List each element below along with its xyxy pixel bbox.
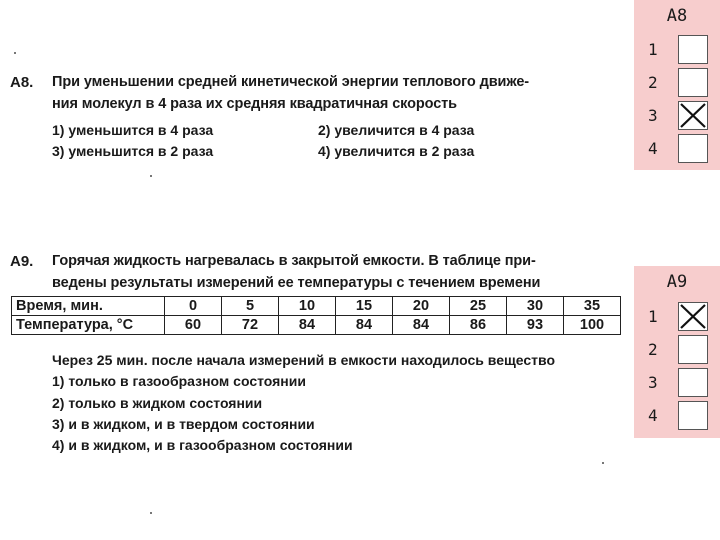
table-cell: 35 <box>564 297 621 316</box>
row-label-temperature: Температура, °С <box>12 316 165 335</box>
answer-checkbox[interactable] <box>678 35 708 64</box>
table-cell: 0 <box>165 297 222 316</box>
answer-checkbox[interactable] <box>678 101 708 130</box>
answer-option-row[interactable] <box>646 134 716 164</box>
a8-option-4: 4) увеличится в 2 раза <box>318 143 475 159</box>
answer-panel-title: A8 <box>666 6 688 26</box>
table-cell: 86 <box>450 316 507 335</box>
answer-option-number: 3 <box>648 373 658 392</box>
question-a9-text-line-1: Горячая жидкость нагревалась в закрытой емкости. В таблице при- <box>52 253 536 269</box>
answer-checkbox[interactable] <box>678 335 708 364</box>
question-a8-number: A8. <box>10 74 34 91</box>
question-a9-number: A9. <box>10 253 34 270</box>
table-cell: 20 <box>393 297 450 316</box>
scan-speck <box>602 462 604 464</box>
table-cell: 100 <box>564 316 621 335</box>
answer-option-row[interactable] <box>646 35 716 65</box>
table-cell: 72 <box>222 316 279 335</box>
answer-option-row[interactable] <box>646 68 716 98</box>
a8-option-3: 3) уменьшится в 2 раза <box>52 143 214 159</box>
answer-option-row[interactable] <box>646 368 716 398</box>
answer-option-row[interactable] <box>646 101 716 131</box>
table-cell: 60 <box>165 316 222 335</box>
table-cell: 93 <box>507 316 564 335</box>
a9-option-4: 4) и в жидком, и в газообразном состоянии <box>52 437 353 453</box>
answer-option-row[interactable] <box>646 335 716 365</box>
answer-panel-title: A9 <box>666 272 688 292</box>
table-row-temperature <box>12 316 621 335</box>
answer-checkbox[interactable] <box>678 134 708 163</box>
a9-option-2: 2) только в жидком состоянии <box>52 395 263 411</box>
row-label-time: Время, мин. <box>12 297 165 316</box>
answer-checkbox[interactable] <box>678 368 708 397</box>
a8-option-1: 1) уменьшится в 4 раза <box>52 122 214 138</box>
table-cell: 84 <box>279 316 336 335</box>
table-cell: 30 <box>507 297 564 316</box>
answer-panel-a8 <box>634 0 720 170</box>
table-cell: 5 <box>222 297 279 316</box>
scan-speck <box>14 52 16 54</box>
answer-option-row[interactable] <box>646 302 716 332</box>
a9-question: Через 25 мин. после начала измерений в емкости находилось вещество <box>52 352 556 368</box>
table-cell: 84 <box>393 316 450 335</box>
table-row-time <box>12 297 621 316</box>
answer-option-row[interactable] <box>646 401 716 431</box>
question-a8-text-line-2: ния молекул в 4 раза их средняя квадратичная скорость <box>52 96 457 112</box>
table-cell: 84 <box>336 316 393 335</box>
table-cell: 25 <box>450 297 507 316</box>
x-mark-icon <box>679 303 707 330</box>
answer-panel-a9 <box>634 266 720 438</box>
answer-option-number: 4 <box>648 406 658 425</box>
answer-option-number: 2 <box>648 340 658 359</box>
table-cell: 10 <box>279 297 336 316</box>
a9-option-3: 3) и в жидком, и в твердом состоянии <box>52 416 315 432</box>
a9-option-1: 1) только в газообразном состоянии <box>52 373 306 389</box>
question-a9-text-line-2: ведены результаты измерений ее температуры с течением времени <box>52 275 541 291</box>
question-a8-text-line-1: При уменьшении средней кинетической энергии теплового движе- <box>52 74 530 90</box>
scan-speck <box>150 512 152 514</box>
answer-option-number: 4 <box>648 139 658 158</box>
a8-option-2: 2) увеличится в 4 раза <box>318 122 475 138</box>
answer-option-number: 3 <box>648 106 658 125</box>
answer-checkbox[interactable] <box>678 68 708 97</box>
scan-speck <box>150 175 152 177</box>
x-mark-icon <box>679 102 707 129</box>
answer-option-number: 1 <box>648 40 658 59</box>
answer-option-number: 1 <box>648 307 658 326</box>
answer-checkbox[interactable] <box>678 302 708 331</box>
answer-checkbox[interactable] <box>678 401 708 430</box>
table-cell: 15 <box>336 297 393 316</box>
answer-option-number: 2 <box>648 73 658 92</box>
measurement-table <box>11 296 621 335</box>
